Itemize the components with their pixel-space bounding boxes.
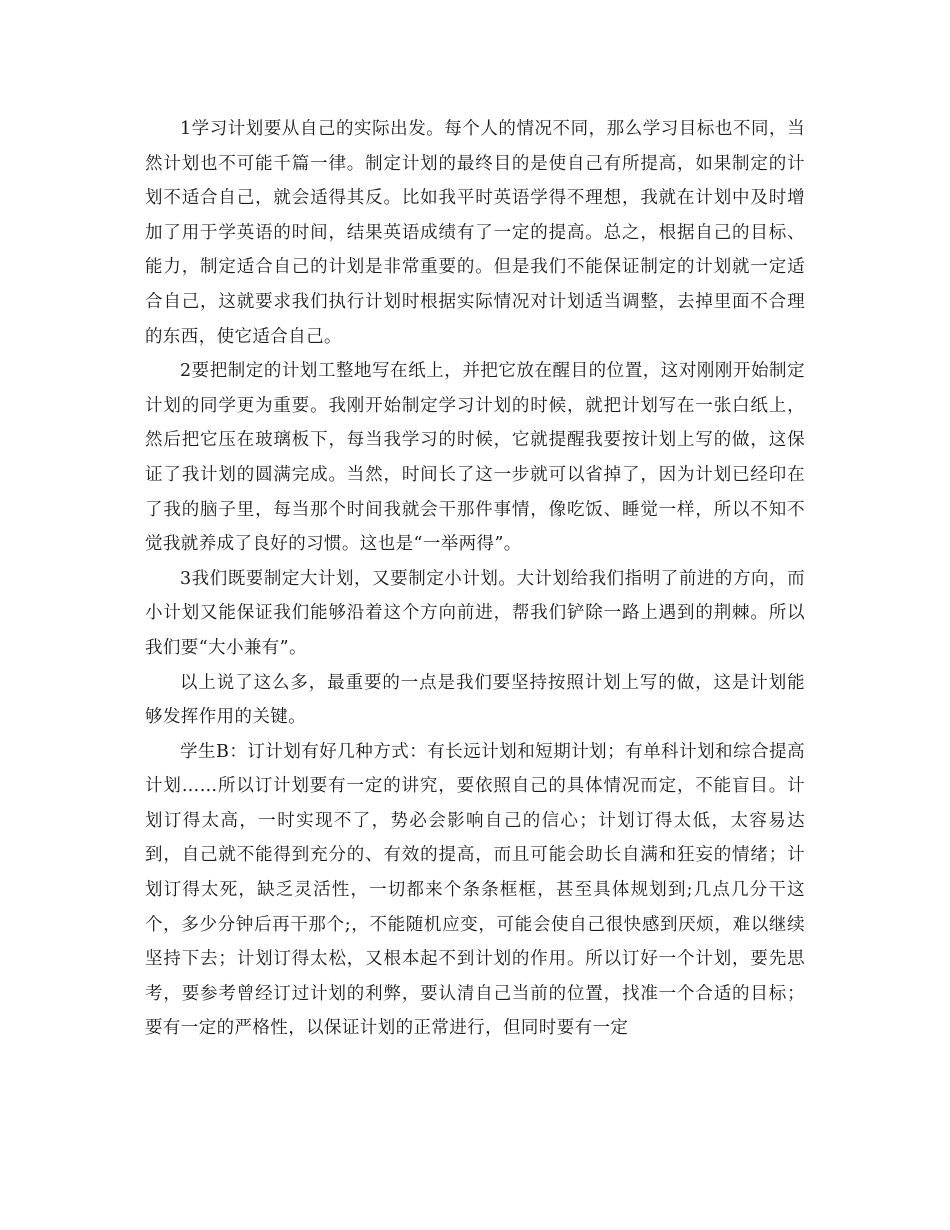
paragraph-4: 以上说了这么多，最重要的一点是我们要坚持按照计划上写的做，这是计划能够发挥作用的关键。 — [145, 672, 805, 728]
paragraph-2: 2要把制定的计划工整地写在纸上，并把它放在醒目的位置，这对刚刚开始制定计划的同学更为重要。我刚开始制定学习计划的时候，就把计划写在一张白纸上，然后把它压在玻璃板下，每当我学习的时候，它就提醒我要按计划上写的做，这保证了我计划的圆满完成。当然，时间长了这一步就可以省掉了，因为计划已经印在了我的脑子里，每当那个时间我就会干那件事情，像吃饭、睡觉一样，所以不知不觉我就养成了良好的习惯。这也是“一举两得”。 — [145, 361, 805, 555]
paragraph-3: 3我们既要制定大计划，又要制定小计划。大计划给我们指明了前进的方向，而小计划又能保证我们能够沿着这个方向前进，帮我们铲除一路上遇到的荆棘。所以我们要“大小兼有”。 — [145, 568, 805, 658]
document-body — [145, 112, 805, 1046]
paragraph-5: 学生B：订计划有好几种方式：有长远计划和短期计划；有单科计划和综合提高计划……所以订计划要有一定的讲究，要依照自己的具体情况而定，不能盲目。计划订得太高，一时实现不了，势必会影响自己的信心；计划订得太低，太容易达到，自己就不能得到充分的、有效的提高，而且可能会助长自满和狂妄的情绪；计划订得太死，缺乏灵活性，一切都来个条条框框，甚至具体规划到;几点几分干这个，多少分钟后再干那个;，不能随机应变，可能会使自己很快感到厌烦，难以继续坚持下去；计划订得太松，又根本起不到计划的作用。所以订好一个计划，要先思考，要参考曾经订过计划的利弊，要认清自己当前的位置，找准一个合适的目标；要有一定的严格性，以保证计划的正常进行，但同时要有一定 — [145, 741, 805, 1039]
paragraph-1: 1学习计划要从自己的实际出发。每个人的情况不同，那么学习目标也不同，当然计划也不可能千篇一律。制定计划的最终目的是使自己有所提高，如果制定的计划不适合自己，就会适得其反。比如我平时英语学得不理想，我就在计划中及时增加了用于学英语的时间，结果英语成绩有了一定的提高。总之，根据自己的目标、能力，制定适合自己的计划是非常重要的。但是我们不能保证制定的计划就一定适合自己，这就要求我们执行计划时根据实际情况对计划适当调整，去掉里面不合理的东西，使它适合自己。 — [145, 119, 805, 347]
